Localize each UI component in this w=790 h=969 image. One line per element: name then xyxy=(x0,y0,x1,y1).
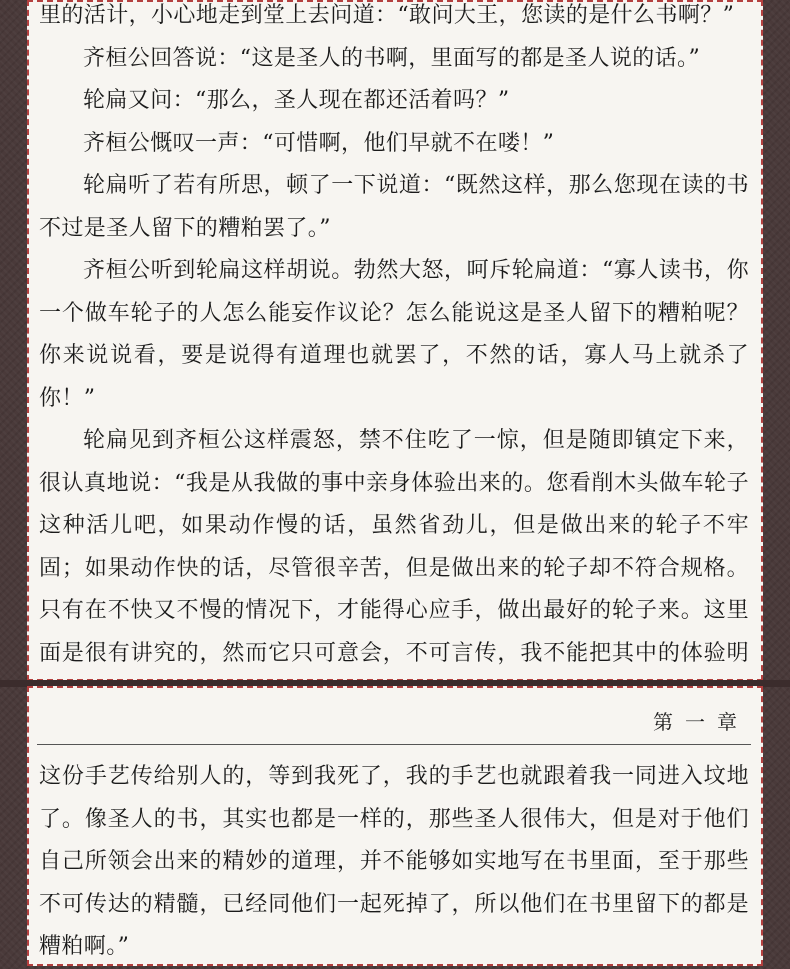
paragraph: 轮扁听了若有所思，顿了一下说道：“既然这样，那么您现在读的书不过是圣人留下的糟粕罢了。” xyxy=(39,173,749,241)
bottom-page xyxy=(27,686,763,966)
continued-line: 里的活计，小心地走到堂上去问道：“敢问大王，您读的是什么书啊？” xyxy=(39,3,735,28)
paragraph: 轮扁又问：“那么，圣人现在都还活着吗？” xyxy=(83,88,510,113)
paragraph: 齐桓公慨叹一声：“可惜啊，他们早就不在喽！” xyxy=(83,130,555,156)
paragraph: 轮扁见到齐桓公这样震怒，禁不住吃了一惊，但是随即镇定下来，很认真地说：“我是从我做的事中亲身体验出来的。您看削木头做车轮子这种活儿吧，如果动作慢的话，虽然省劲儿，但是做出来的轮子不牢固；如果动作快的话，尽管很辛苦，但是做出来的轮子却不符合规格。只有在不快又不慢的情况下，才能得心应手，做出最好的轮子来。这里面是很有讲究的，然而它只可意会，不可言传，我不能把其中的体验明 xyxy=(39,428,749,666)
top-page-text xyxy=(39,0,749,718)
top-page xyxy=(27,0,763,681)
paragraph: 这份手艺传给别人的，等到我死了，我的手艺也就跟着我一同进入坟地了。像圣人的书，其实也都是一样的，那些圣人很伟大，但是对于他们自己所领会出来的精妙的道理，并不能够如实地写在书里面，至于那些不可传达的精髓，已经同他们一起死掉了，所以他们在书里留下的都是糟粕啊。” xyxy=(39,764,749,959)
chapter-title: 第一章 xyxy=(653,710,749,734)
paragraph: 齐桓公回答说：“这是圣人的书啊，里面写的都是圣人说的话。” xyxy=(83,45,701,71)
bottom-page-text xyxy=(39,756,749,969)
paragraph: 齐桓公听到轮扁这样胡说。勃然大怒，呵斥轮扁道：“寡人读书，你一个做车轮子的人怎么能妄作议论？怎么能说这是圣人留下的糟粕呢？你来说说看，要是说得有道理也就罢了，不然的话，寡人马上就杀了你！” xyxy=(39,258,749,411)
chapter-header xyxy=(37,704,751,745)
